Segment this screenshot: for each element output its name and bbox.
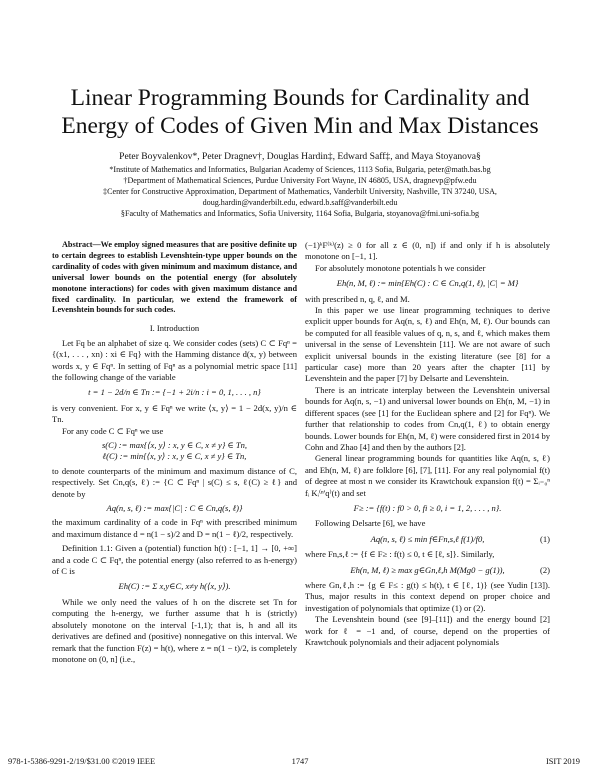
right-paragraph-6: General linear programming bounds for quantities like Aq(n, s, ℓ) and Eh(n, M, ℓ) are folklore [6], [7], [11]. For any real polynomial f(t) of degree at most n we consider its Krawtchouk expansion f(t) = Σᵢ₌₀ⁿ fᵢ Kᵢ⁽ⁿ'q⁾(t) and set [305,453,550,498]
affiliation-3-emails: doug.hardin@vanderbilt.edu, edward.b.saff@vanderbilt.edu [202,198,398,207]
equation-1 [305,534,550,545]
equation-f-geq: F≥ := {f(t) : f0 > 0, fi ≥ 0, i = 1, 2, . . . , n}. [353,502,502,513]
title-line-1: Linear Programming Bounds for Cardinality and [70,85,530,111]
affiliation-1: *Institute of Mathematics and Informatics, Bulgarian Academy of Sciences, 1113 Sofia, Bulgaria, peter@math.bas.bg [109,165,491,174]
right-paragraph-8: where Fn,s,ℓ := {f ∈ F≥ : f(t) ≤ 0, t ∈ [ℓ, s]}. Similarly, [305,549,495,560]
footer-venue: ISIT 2019 [545,757,580,766]
right-paragraph-1: (−1)ᵏF⁽ᵏ⁾(z) ≥ 0 for all z ∈ (0, n]) if and only if h is absolutely monotone on [−1, 1]. [305,240,550,262]
equation-1-body: Aq(n, s, ℓ) ≤ min f∈Fn,s,ℓ f(1)/f0, [370,533,485,544]
abstract: Abstract—We employ signed measures that are positive definite up to certain degrees to establish Levenshtein-type upper bounds on the cardinality of codes with given minimum and maximum distance, and universal lower bounds on the potential energy (for absolutely monotone interactions) for codes with given maximum distance and fixed cardinality. In particular, we extend the framework of Levenshtein bounds for such codes. [52,240,297,315]
page-number: 1747 [291,757,309,766]
intro-paragraph-5: the maximum cardinality of a code in Fqⁿ with prescribed minimum and maximum distance d = n(1 − s)/2 and D = n(1 − ℓ)/2, respectively. [52,517,297,539]
equation-s-of-c: s(C) := max{⟨x, y⟩ : x, y ∈ C, x ≠ y} ∈ Tn, [101,440,248,450]
right-paragraph-9: where Gn,ℓ,h := {g ∈ F≤ : g(t) ≤ h(t), t ∈ [ℓ, 1)} (see Yudin [13]). Thus, major results in this context depend on proper choice and investigation of polynomials that optimize (1) or (2). [305,579,550,613]
right-paragraph-5: There is an intricate interplay between the Levenshtein universal bounds for Aq(n, s, −1) and universal lower bounds on Eh(n, M, −1) in different spaces (see [1] for the Euclidean sphere and [2] for Fqⁿ). We further that relationship to codes from Cn,q(1, ℓ) to obtain energy bounds. Lower bounds for Eh(n, M, ℓ) were considered first in 2014 by Cohn and Zhao [4] and then by the authors [2]. [305,384,550,452]
right-column [305,240,550,648]
paper-title [40,84,560,140]
intro-paragraph-7: While we only need the values of h on the discrete set Tn for computing the h-energy, we further assume that h is (strictly) absolutely monotone on the interval [-1,1); that is, h and all its derivatives are defined and (positive) nonnegative on this interval. We remark that the function F(z) = h(t), where z = n(1 − t)/2, is completely monotone on (0, n] (i.e., [52,596,297,664]
footer-isbn: 978-1-5386-9291-2/19/$31.00 ©2019 IEEE [8,757,156,766]
intro-paragraph-3: For any code C ⊂ Fqⁿ we use [62,425,164,436]
equation-change-of-variable: t = 1 − 2d/n ∈ Tn := {−1 + 2i/n : i = 0, 1, . . . , n} [88,387,261,398]
equation-max-cardinality: Aq(n, s, ℓ) := max{|C| : C ∈ Cn,q(s, ℓ)} [106,503,243,514]
equation-l-of-c: ℓ(C) := min{⟨x, y⟩ : x, y ∈ C, x ≠ y} ∈ Tn, [102,451,247,462]
equation-h-energy: Eh(C) := Σ x,y∈C, x≠y h(⟨x, y⟩). [118,581,231,592]
affiliation-2: †Department of Mathematical Sciences, Purdue University Fort Wayne, IN 46805, USA, dragnevp@pfw.edu [123,176,477,185]
title-line-2: Energy of Codes of Given Min and Max Distances [61,113,539,139]
author-list: Peter Boyvalenkov*, Peter Dragnev†, Douglas Hardin‡, Edward Saff‡, and Maya Stoyanova§ [119,151,481,162]
right-paragraph-4: In this paper we use linear programming techniques to derive explicit upper bounds for Aq(n, s, ℓ) and Eh(n, M, ℓ). Our bounds can be computed for all feasible values of q, n, s, and ℓ, which makes them universal in the sense of Levenshtein [11]. We are not aware of such explicit universal bounds in the existing literature (see [8] for a particular case) more than 20 years after the chapter [11] by Levenshtein and the paper [7] by Delsarte and Levenshtein. [305,305,550,384]
equation-2-body: Eh(n, M, ℓ) ≥ max g∈Gn,ℓ,h M(Mg0 − g(1)), [350,564,505,575]
intro-paragraph-1: Let Fq be an alphabet of size q. We consider codes (sets) C ⊂ Fqⁿ = {(x1, . . . , xn) : xi ∈ Fq} with the Hamming distance d(x, y) between words x, y ∈ Fqⁿ. In setting of Fqⁿ as a polynomial metric space [11] the following change of the variable [52,337,297,382]
right-paragraph-2: For absolutely monotone potentials h we consider [315,262,486,273]
equation-2 [305,565,550,576]
section-heading-introduction: I. Introduction [149,323,200,334]
affiliation-4: §Faculty of Mathematics and Informatics, Sofia University, 1164 Sofia, Bulgaria, stoyanova@fmi.uni-sofia.bg [120,209,480,218]
left-column [52,240,297,665]
right-paragraph-10: The Levenshtein bound (see [9]–[11]) and the energy bound [2] work for ℓ = −1 and, of course, depend on the properties of Krawtchouk polynomials and their adjacent polynomials [305,614,550,647]
right-paragraph-3: with prescribed n, q, ℓ, and M. [305,293,410,304]
right-paragraph-7: Following Delsarte [6], we have [315,518,426,529]
intro-paragraph-4: to denote counterparts of the minimum and maximum distance of C, respectively. Set Cn,q(s, ℓ) := {C ⊂ Fqⁿ | s(C) ≤ s, ℓ(C) ≥ ℓ} and denote by [52,465,297,499]
equation-min-energy: Eh(n, M, ℓ) := min{Eh(C) : C ∈ Cn,q(1, ℓ), |C| = M} [336,278,519,289]
intro-paragraph-2: is very convenient. For x, y ∈ Fqⁿ we write ⟨x, y⟩ = 1 − 2d(x, y)/n ∈ Tn. [52,402,297,425]
definition-1-1: Definition 1.1: Given a (potential) function h(t) : [−1, 1] → [0, +∞] and a code C ⊂ Fqⁿ, the potential energy (also referred to as h-energy) of C is [52,543,297,577]
equation-1-number: (1) [540,533,550,544]
equation-2-number: (2) [540,564,550,575]
affiliation-3: ‡Center for Constructive Approximation, Department of Mathematics, Vanderbilt University, Nashville, TN 37240, USA, [103,187,497,196]
